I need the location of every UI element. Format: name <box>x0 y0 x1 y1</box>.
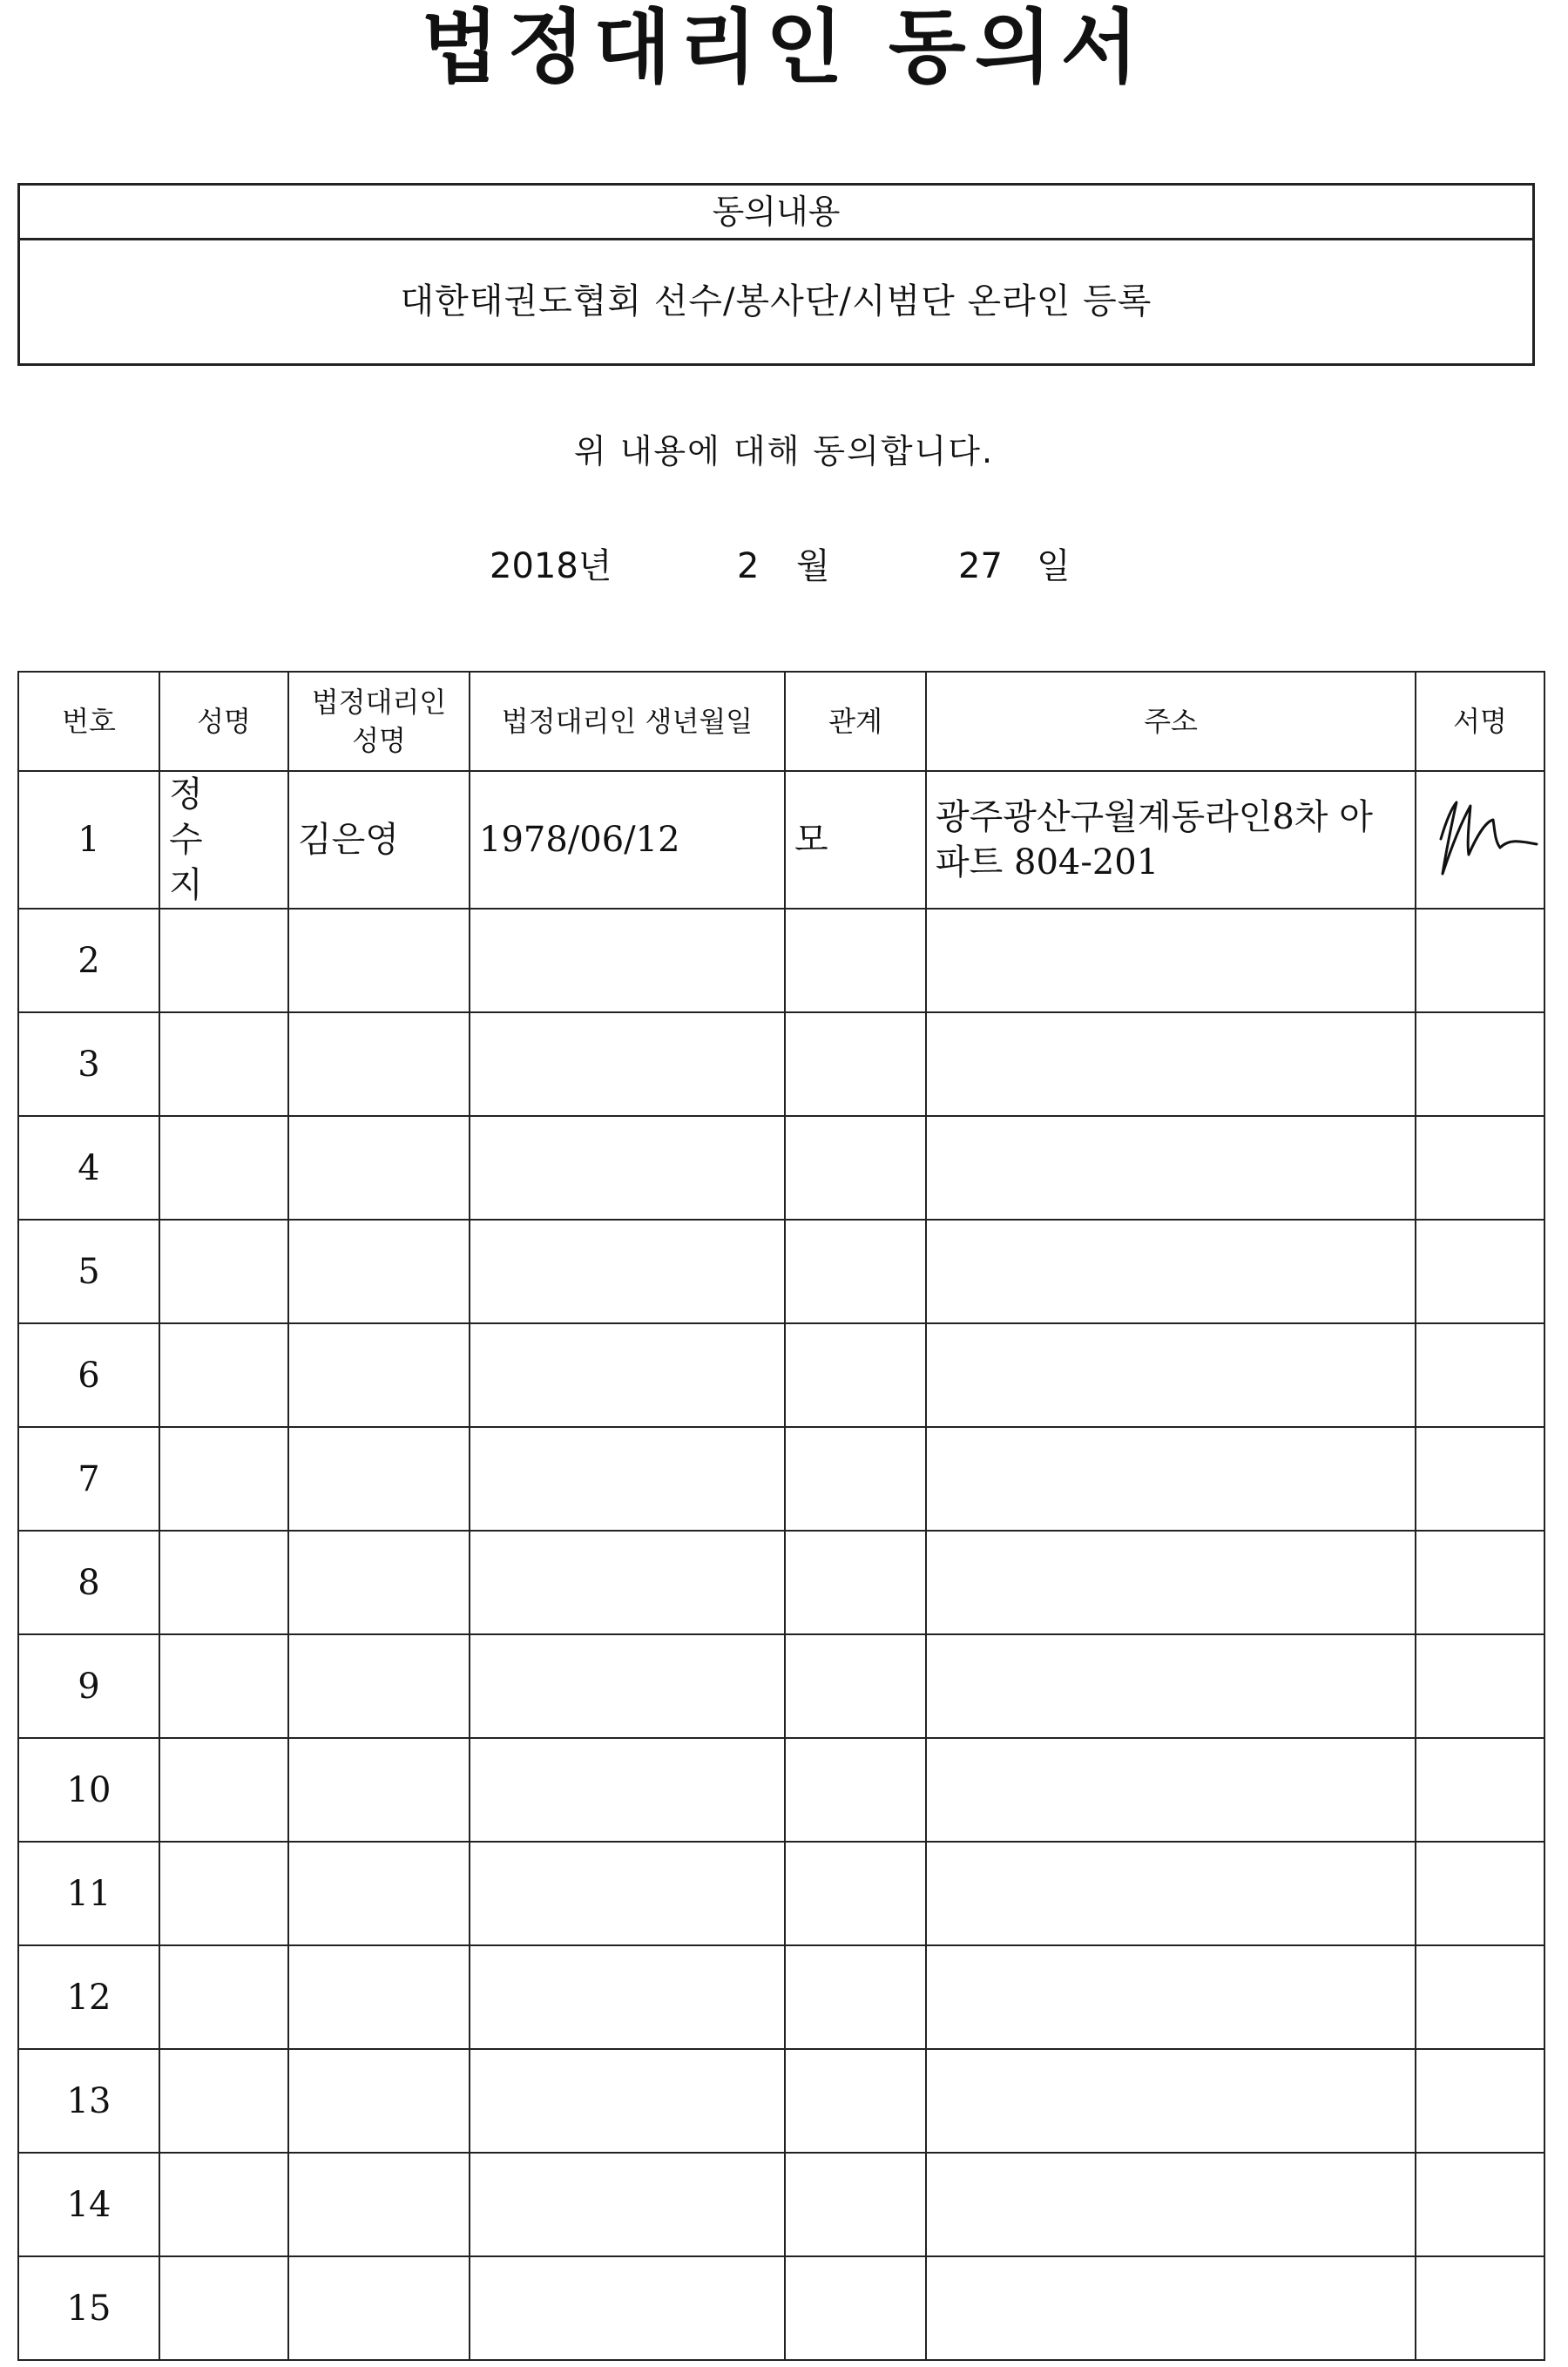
cell-guardian-birth <box>470 2153 785 2256</box>
table-row <box>18 2153 1544 2256</box>
cell-address <box>926 1842 1416 1945</box>
table-row <box>18 1012 1544 1116</box>
table-row <box>18 909 1544 1012</box>
table-row <box>18 1634 1544 1738</box>
cell-number: 1 <box>18 771 159 909</box>
cell-student-name <box>159 2256 288 2360</box>
cell-relation <box>785 909 926 1012</box>
cell-relation <box>785 1116 926 1220</box>
cell-guardian-name <box>288 1945 470 2049</box>
table-row <box>18 1323 1544 1427</box>
date-month-value: 2 <box>737 546 760 586</box>
cell-student-name <box>159 1012 288 1116</box>
cell-number: 3 <box>18 1012 159 1116</box>
cell-number: 14 <box>18 2153 159 2256</box>
cell-signature <box>1416 2153 1544 2256</box>
cell-signature <box>1416 909 1544 1012</box>
cell-relation <box>785 2049 926 2153</box>
table-row <box>18 1427 1544 1531</box>
handwritten-signature <box>1425 787 1544 883</box>
cell-relation <box>785 1323 926 1427</box>
header-number: 번호 <box>18 672 159 771</box>
cell-guardian-name: 김은영 <box>288 771 470 909</box>
table-row <box>18 1738 1544 1842</box>
table-row <box>18 1220 1544 1323</box>
cell-signature <box>1416 1945 1544 2049</box>
cell-student-name <box>159 1738 288 1842</box>
header-relation: 관계 <box>785 672 926 771</box>
agreement-statement: 위 내용에 대해 동의합니다. <box>573 432 995 470</box>
cell-signature <box>1416 2256 1544 2360</box>
table-row <box>18 1531 1544 1634</box>
cell-address <box>926 1116 1416 1220</box>
cell-guardian-name <box>288 2049 470 2153</box>
cell-signature <box>1416 1531 1544 1634</box>
cell-relation <box>785 1012 926 1116</box>
cell-number: 2 <box>18 909 159 1012</box>
consent-header: 동의내용 <box>20 186 1532 240</box>
cell-student-name <box>159 909 288 1012</box>
cell-relation <box>785 1427 926 1531</box>
cell-address: 광주광산구월계동라인8차 아파트 804-201 <box>926 771 1416 909</box>
cell-number: 9 <box>18 1634 159 1738</box>
cell-address <box>926 1323 1416 1427</box>
cell-address <box>926 2153 1416 2256</box>
cell-student-name <box>159 1323 288 1427</box>
cell-guardian-birth <box>470 1738 785 1842</box>
cell-guardian-name <box>288 2256 470 2360</box>
date-month-unit: 월 <box>796 546 830 586</box>
cell-guardian-birth <box>470 2256 785 2360</box>
cell-relation <box>785 1738 926 1842</box>
cell-guardian-name <box>288 1012 470 1116</box>
cell-student-name <box>159 1116 288 1220</box>
cell-signature <box>1416 771 1544 909</box>
header-name: 성명 <box>159 672 288 771</box>
date-year: 2018년 <box>490 546 612 586</box>
cell-guardian-name <box>288 1634 470 1738</box>
cell-signature <box>1416 1738 1544 1842</box>
cell-guardian-name <box>288 1220 470 1323</box>
table-body <box>18 771 1544 2360</box>
cell-address <box>926 1531 1416 1634</box>
table-row <box>18 2049 1544 2153</box>
cell-relation <box>785 1531 926 1634</box>
cell-guardian-birth <box>470 1116 785 1220</box>
cell-signature <box>1416 1634 1544 1738</box>
cell-signature <box>1416 1220 1544 1323</box>
cell-guardian-name <box>288 2153 470 2256</box>
cell-address <box>926 1427 1416 1531</box>
table-row <box>18 1842 1544 1945</box>
cell-relation: 모 <box>785 771 926 909</box>
table-header-row <box>18 672 1544 771</box>
cell-student-name <box>159 2049 288 2153</box>
cell-guardian-birth <box>470 1842 785 1945</box>
document-title: 법정대리인 동의서 <box>421 0 1147 94</box>
cell-guardian-name <box>288 1842 470 1945</box>
cell-signature <box>1416 1323 1544 1427</box>
cell-student-name <box>159 1531 288 1634</box>
cell-number: 8 <box>18 1531 159 1634</box>
date-day-unit: 일 <box>1037 546 1071 586</box>
cell-guardian-birth: 1978/06/12 <box>470 771 785 909</box>
cell-guardian-name <box>288 1738 470 1842</box>
consent-box <box>17 183 1535 366</box>
cell-guardian-birth <box>470 1427 785 1531</box>
cell-student-name <box>159 1220 288 1323</box>
cell-guardian-birth <box>470 1531 785 1634</box>
cell-relation <box>785 1634 926 1738</box>
table-row <box>18 1945 1544 2049</box>
header-guardian-name: 법정대리인 성명 <box>288 672 470 771</box>
cell-guardian-name <box>288 1427 470 1531</box>
cell-signature <box>1416 1842 1544 1945</box>
cell-student-name <box>159 1427 288 1531</box>
cell-number: 12 <box>18 1945 159 2049</box>
cell-student-name <box>159 1842 288 1945</box>
cell-guardian-name <box>288 1531 470 1634</box>
cell-number: 6 <box>18 1323 159 1427</box>
cell-student-name <box>159 1634 288 1738</box>
cell-address <box>926 1945 1416 2049</box>
cell-guardian-birth <box>470 1323 785 1427</box>
cell-relation <box>785 2256 926 2360</box>
cell-address <box>926 2049 1416 2153</box>
cell-number: 5 <box>18 1220 159 1323</box>
cell-guardian-name <box>288 1323 470 1427</box>
header-address: 주소 <box>926 672 1416 771</box>
cell-signature <box>1416 1116 1544 1220</box>
cell-address <box>926 1738 1416 1842</box>
table-row <box>18 1116 1544 1220</box>
cell-address <box>926 1220 1416 1323</box>
cell-number: 11 <box>18 1842 159 1945</box>
table-row <box>18 771 1544 909</box>
cell-guardian-birth <box>470 1220 785 1323</box>
cell-address <box>926 1012 1416 1116</box>
cell-address <box>926 909 1416 1012</box>
cell-relation <box>785 2153 926 2256</box>
cell-relation <box>785 1842 926 1945</box>
cell-guardian-name <box>288 1116 470 1220</box>
cell-relation <box>785 1220 926 1323</box>
cell-address <box>926 1634 1416 1738</box>
cell-number: 4 <box>18 1116 159 1220</box>
cell-address <box>926 2256 1416 2360</box>
cell-number: 13 <box>18 2049 159 2153</box>
cell-relation <box>785 1945 926 2049</box>
table-row <box>18 2256 1544 2360</box>
cell-signature <box>1416 1012 1544 1116</box>
cell-guardian-birth <box>470 1634 785 1738</box>
cell-signature <box>1416 1427 1544 1531</box>
cell-guardian-birth <box>470 1012 785 1116</box>
cell-student-name <box>159 1945 288 2049</box>
cell-signature <box>1416 2049 1544 2153</box>
consent-content: 대한태권도협회 선수/봉사단/시범단 온라인 등록 <box>400 281 1152 321</box>
cell-guardian-birth <box>470 909 785 1012</box>
cell-number: 15 <box>18 2256 159 2360</box>
cell-guardian-name <box>288 909 470 1012</box>
cell-guardian-birth <box>470 2049 785 2153</box>
cell-number: 10 <box>18 1738 159 1842</box>
date-day-value: 27 <box>958 546 1003 586</box>
header-signature: 서명 <box>1416 672 1544 771</box>
cell-student-name: 정 수 지 <box>159 771 288 909</box>
cell-guardian-birth <box>470 1945 785 2049</box>
header-guardian-birth: 법정대리인 생년월일 <box>470 672 785 771</box>
cell-number: 7 <box>18 1427 159 1531</box>
cell-student-name <box>159 2153 288 2256</box>
guardian-table <box>17 671 1545 2361</box>
